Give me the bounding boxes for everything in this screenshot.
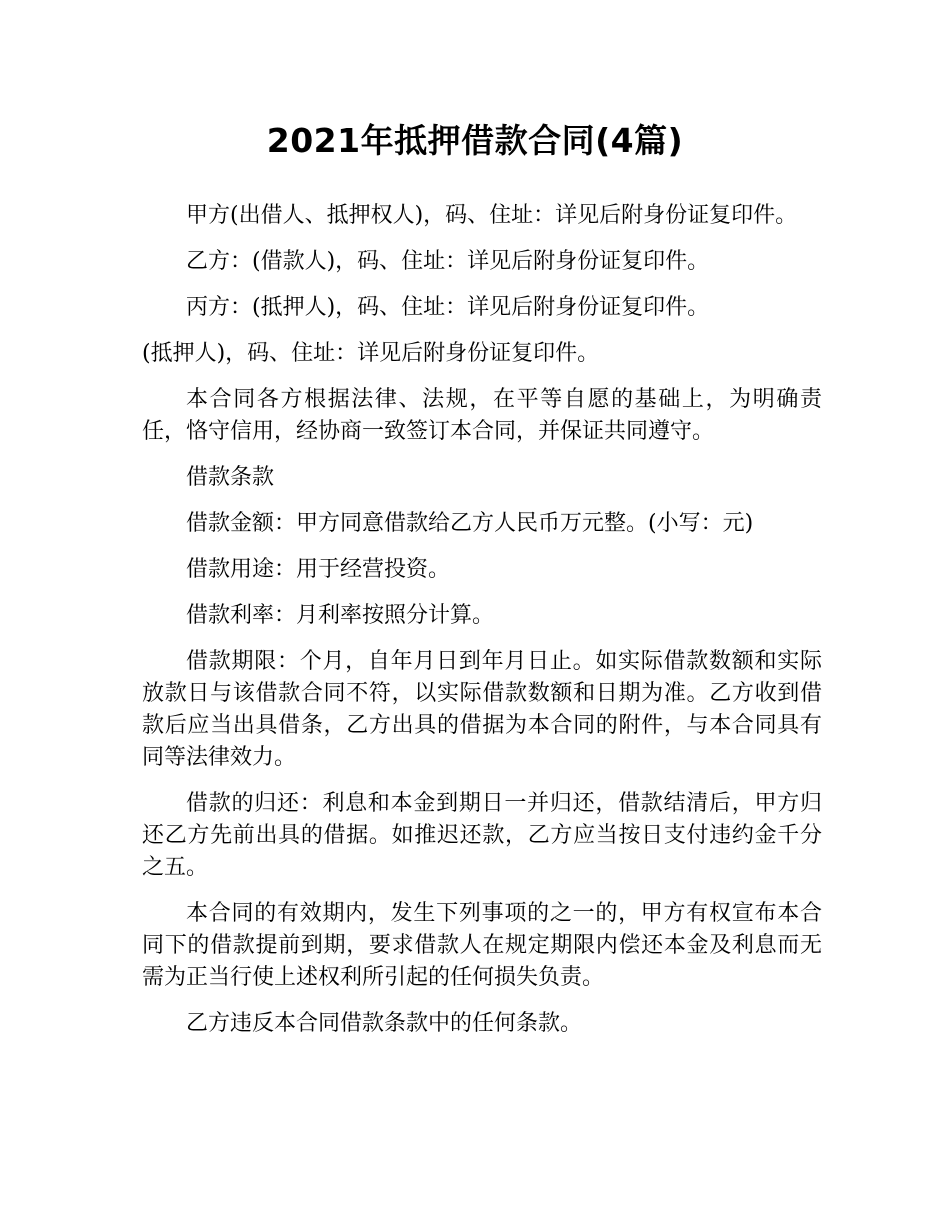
paragraph-party-c: 丙方：(抵押人)，码、住址：详见后附身份证复印件。	[186, 295, 710, 320]
paragraph-loan-purpose: 借款用途：用于经营投资。	[186, 557, 451, 582]
paragraph-party-b: 乙方：(借款人)，码、住址：详见后附身份证复印件。	[186, 249, 710, 274]
paragraph-loan-repayment: 借款的归还：利息和本金到期日一并归还，借款结清后，甲方归还乙方先前出具的借据。如推迟还款，乙方应当按日支付违约金千分之五。	[142, 791, 822, 880]
document-title: 2021年抵押借款合同(4篇)	[266, 121, 684, 160]
paragraph-loan-amount: 借款金额：甲方同意借款给乙方人民币万元整。(小写：元)	[186, 511, 754, 536]
paragraph-party-a: 甲方(出借人、抵押权人)，码、住址：详见后附身份证复印件。	[186, 203, 798, 228]
paragraph-preamble: 本合同各方根据法律、法规，在平等自愿的基础上，为明确责任，恪守信用，经协商一致签订本合同，并保证共同遵守。	[142, 387, 822, 444]
section-heading-loan-terms: 借款条款	[186, 465, 275, 490]
paragraph-loan-rate: 借款利率：月利率按照分计算。	[186, 603, 495, 628]
document-body	[142, 200, 822, 1054]
paragraph-loan-term: 借款期限：个月，自年月日到年月日止。如实际借款数额和实际放款日与该借款合同不符，以实际借款数额和日期为准。乙方收到借款后应当出具借条，乙方出具的借据为本合同的附件，与本合同具有同等法律效力。	[142, 649, 822, 770]
paragraph-breach: 乙方违反本合同借款条款中的任何条款。	[186, 1011, 583, 1036]
paragraph-mortgagor: (抵押人)，码、住址：详见后附身份证复印件。	[142, 341, 600, 366]
paragraph-acceleration: 本合同的有效期内，发生下列事项的之一的，甲方有权宣布本合同下的借款提前到期，要求借款人在规定期限内偿还本金及利息而无需为正当行使上述权利所引起的任何损失负责。	[142, 901, 822, 990]
